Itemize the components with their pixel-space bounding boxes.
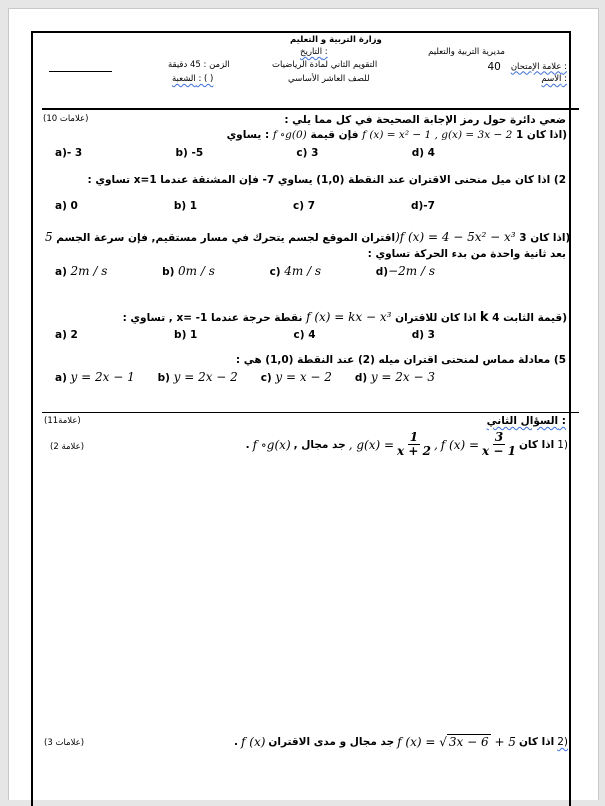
q2-options	[55, 199, 435, 213]
q1-number: 1)	[515, 129, 567, 141]
question-1	[100, 128, 567, 142]
s2q1-g-num: 1	[409, 430, 419, 444]
q1-math-fog: f ∘g(0)	[272, 129, 307, 141]
s2q1-prefix: اذا كان	[518, 438, 555, 451]
s2q1-g-lhs: , g(x) =	[348, 437, 395, 452]
q1-math-defs: f (x) = x² − 1 , g(x) = 3x − 2	[362, 129, 513, 141]
q4-suffix: نقطة حرجة عندما x= -1 , تساوي :	[122, 312, 303, 324]
s2q1-comma: ,	[433, 437, 438, 452]
q2-option-b[interactable]: b) 1	[173, 200, 198, 212]
exam-mark-value: 40	[487, 61, 501, 73]
q3-number: 3)	[519, 232, 571, 244]
section1-instruction: ضعي دائرة حول رمز الإجابة الصحيحة في كل مما يلي :	[284, 114, 566, 126]
q4-option-b[interactable]: b) 1	[174, 329, 198, 341]
s2q2-rhs: + 5	[494, 735, 516, 749]
q1-option-b[interactable]: b) -5	[175, 147, 204, 159]
q1-mid: فإن قيمة	[310, 129, 359, 141]
question-4	[90, 310, 567, 325]
directorate-label: مديرية التربية والتعليم	[428, 47, 505, 57]
q4-k: k	[479, 310, 489, 325]
time-label: الزمن : 45 دقيقة	[168, 60, 230, 70]
q5-text: معادلة مماس لمنحنى اقتران ميله (2) عند النقطة (1,0) هي :	[235, 354, 551, 366]
q3-math: 5)f (x) = 4 − 5x² − x³	[45, 230, 516, 244]
q5-option-b[interactable]	[158, 370, 238, 385]
q1-suffix: يساوي :	[226, 129, 270, 141]
q5-option-c-value: y = x − 2	[275, 370, 332, 384]
q4-math: f (x) = kx − x³	[306, 310, 392, 324]
s2q2-function	[397, 735, 516, 749]
name-label	[541, 74, 567, 85]
s2q1-f-fraction	[482, 431, 516, 458]
q4-prefix: قيمة الثابت	[503, 312, 563, 324]
section-label-text: الشعبة : ( )	[172, 74, 214, 84]
section2-marks: (11علامة)	[44, 416, 81, 426]
q2-number: 2)	[553, 174, 566, 186]
q3-option-d[interactable]	[376, 264, 435, 279]
s2q1-end: .	[245, 438, 250, 451]
question-3	[45, 230, 571, 245]
s2q2-prefix: اذا كان	[518, 736, 555, 748]
q3-option-c-label: c)	[269, 266, 281, 278]
s2q2-fx: f (x)	[241, 735, 266, 749]
q3-option-b-label: b)	[162, 266, 175, 278]
q5-option-a-label: a)	[55, 372, 67, 384]
q5-option-d[interactable]	[355, 370, 435, 385]
s2q1-marks: (2 علامة)	[50, 442, 85, 452]
s2q2-marks: (3 علامات)	[44, 738, 85, 748]
q1-prefix: اذا كان	[526, 129, 563, 141]
q4-options	[55, 328, 435, 342]
question-2	[88, 173, 566, 187]
q3-line2: بعد ثانية واحدة من بدء الحركة تساوي :	[367, 248, 566, 260]
q4-option-d[interactable]: d) 3	[411, 329, 435, 341]
q1-option-c[interactable]: c) 3	[296, 147, 319, 159]
header-divider	[42, 108, 579, 110]
date-label	[300, 47, 328, 58]
section1-marks: (10 علامات)	[43, 114, 89, 124]
q2-text: اذا كان ميل منحنى الاقتران عند النقطة (1,0) يساوي 7- فإن المشتقة عندما x=1 تساوي :	[87, 174, 551, 186]
q4-mid: اذا كان للاقتران	[395, 312, 477, 324]
s2q2-end: .	[234, 736, 238, 748]
q4-option-a[interactable]: a) 2	[55, 329, 78, 341]
q5-option-c-label: c)	[260, 372, 272, 384]
s2q1-number: 1)	[557, 438, 568, 451]
q3-option-b-value: 0m / s	[178, 264, 215, 278]
exam-mark	[487, 60, 567, 74]
q5-option-b-label: b)	[157, 372, 170, 384]
q5-option-b-value: y = 2x − 2	[173, 370, 238, 384]
q2-option-c[interactable]: c) 7	[293, 200, 316, 212]
s2q2-radicand: 3x − 6	[448, 735, 489, 749]
q1-options	[55, 146, 435, 160]
q5-number: 5)	[553, 354, 566, 366]
q1-option-a[interactable]: a)- 3	[55, 147, 83, 159]
section-label	[172, 74, 213, 85]
q1-option-d[interactable]: d) 4	[411, 147, 435, 159]
exam-title: التقويم الثاني لمادة الرياضيات	[272, 60, 378, 70]
q3-option-c-value: 4m / s	[284, 264, 322, 278]
q3-option-d-value: −2m / s	[388, 264, 435, 278]
q5-option-d-value: y = 2x − 3	[370, 370, 435, 384]
q5-option-a[interactable]	[55, 370, 135, 385]
grade-label: للصف العاشر الأساسي	[288, 74, 370, 84]
q5-option-a-value: y = 2x − 1	[70, 370, 135, 384]
question-5	[236, 353, 566, 367]
s2q2-lhs: f (x) = √	[397, 735, 447, 749]
s2q1-f-num: 3	[494, 430, 504, 444]
q3-option-b[interactable]	[162, 264, 215, 279]
q4-option-c[interactable]: c) 4	[293, 329, 316, 341]
q5-options	[55, 370, 435, 385]
name-label-text: الاسم :	[541, 74, 567, 84]
s2q1-g-fraction	[397, 431, 431, 458]
s2-question-1	[200, 431, 568, 458]
q3-options	[55, 264, 435, 279]
section2-title	[487, 414, 566, 428]
date-label-text: التاريخ :	[300, 47, 328, 57]
s2q1-f-den: x − 1	[482, 444, 516, 458]
s2q2-number: 2)	[557, 736, 568, 748]
q3-option-d-label: d)	[375, 266, 389, 278]
s2q2-mid: جد مجال و مدى الاقتران	[268, 736, 395, 748]
q3-option-a-value: 2m / s	[70, 264, 108, 278]
s2-question-2	[200, 735, 568, 749]
exam-mark-label-text: علامة الإمتحان :	[510, 61, 567, 72]
name-blank-line	[49, 71, 112, 72]
s2q1-fog: f ∘g(x)	[252, 437, 291, 452]
s2q1-mid: , جد مجال	[293, 438, 346, 451]
section2-title-text: السؤال الثاني :	[486, 415, 566, 427]
q2-option-a[interactable]: a) 0	[55, 200, 78, 212]
q3-option-a-label: a)	[55, 266, 67, 278]
q2-option-d[interactable]: d)-7	[410, 200, 435, 212]
q5-option-d-label: d)	[354, 372, 368, 384]
q3-option-a[interactable]	[55, 264, 107, 279]
q4-number: 4)	[492, 312, 567, 324]
q3-prefix: اذا كان	[530, 232, 566, 244]
q3-suffix: اقتران الموقع لجسم يتحرك في مسار مستقيم, فإن سرعة الجسم	[56, 232, 396, 244]
q5-option-c[interactable]	[261, 370, 332, 385]
s2q1-f-lhs: f (x) =	[440, 437, 480, 452]
ministry-title: وزارة التربية و التعليم	[290, 35, 382, 45]
section-divider	[42, 412, 579, 413]
q3-option-c[interactable]	[270, 264, 322, 279]
s2q1-g-den: x + 2	[397, 444, 431, 458]
